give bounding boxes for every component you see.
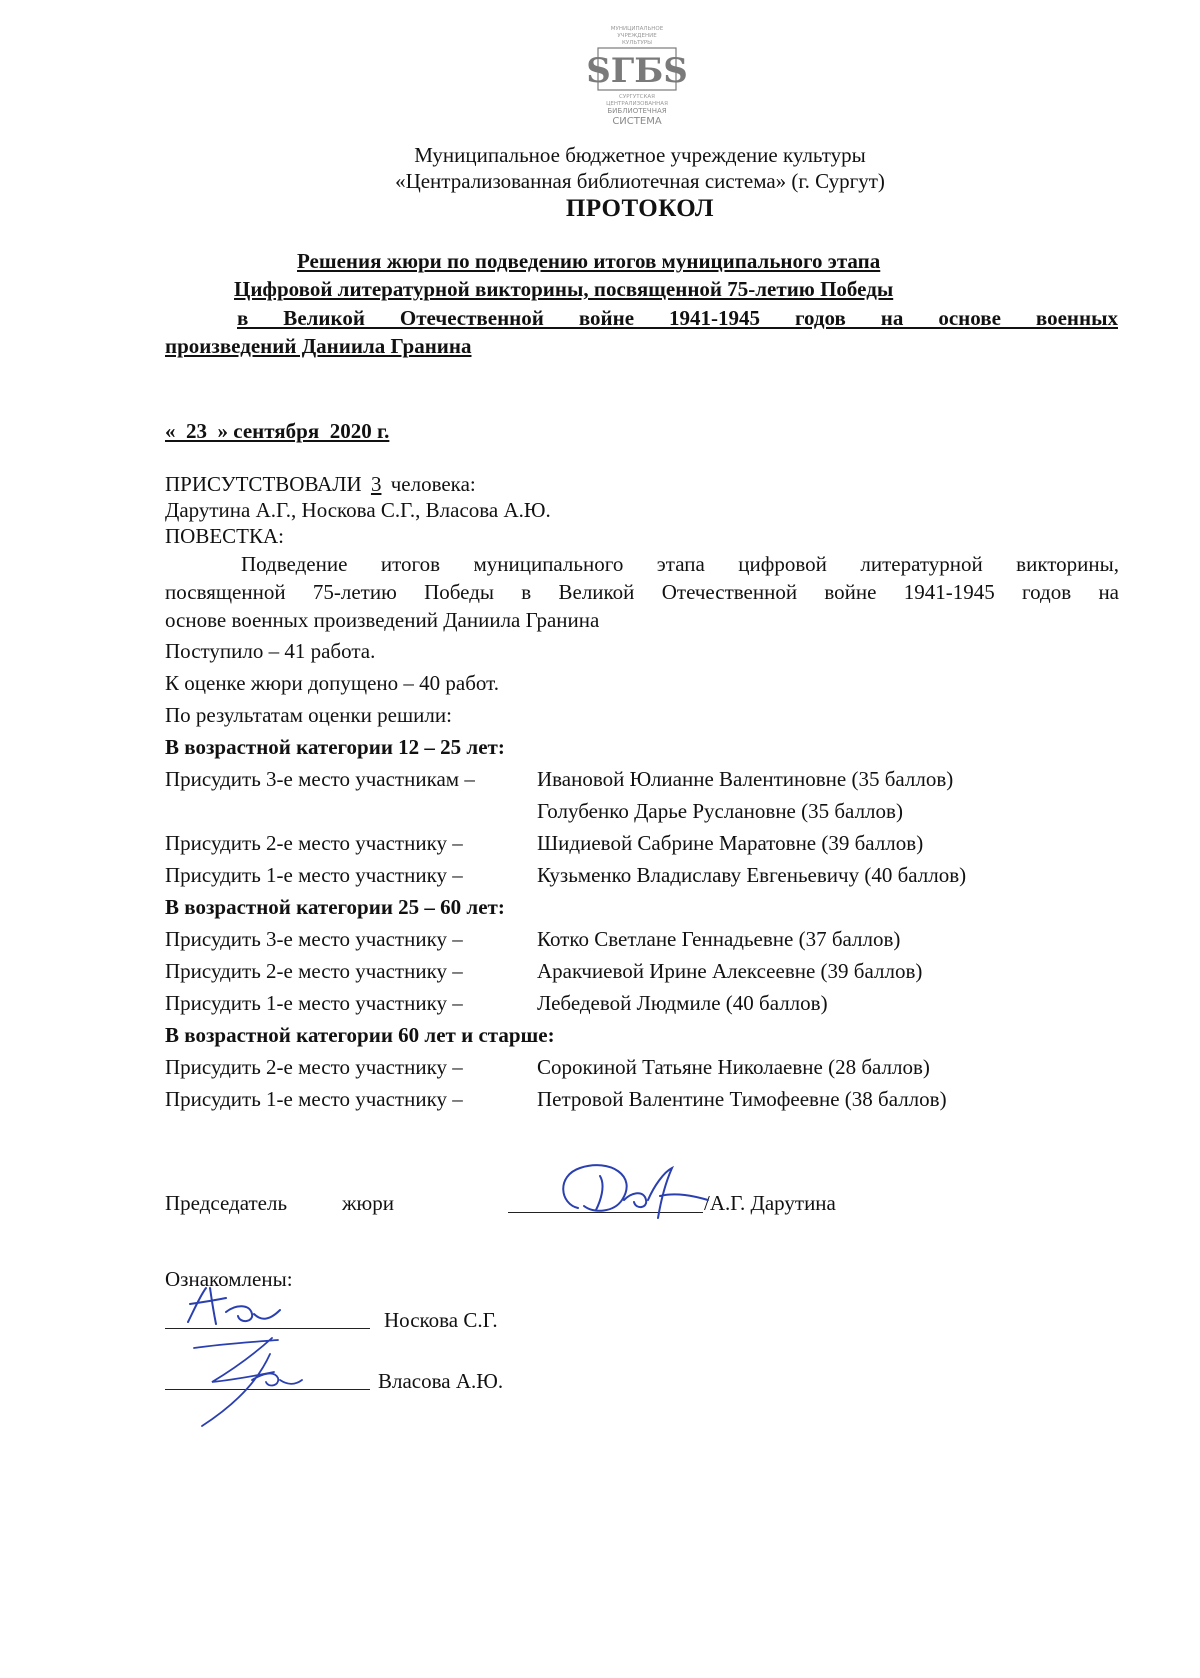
logo-bottom-text-3: БИБЛИОТЕЧНАЯ [607, 107, 667, 115]
award-label: Присудить 1-е место участнику – [165, 863, 463, 887]
subject-line-1: Решения жюри по подведению итогов муниципального этапа [297, 249, 881, 273]
award-label: Присудить 1-е место участнику – [165, 991, 463, 1015]
award-label: Присудить 3-е место участнику – [165, 927, 463, 951]
member-1-signature-icon [180, 1282, 290, 1332]
award-winner: Аракчиевой Ирине Алексеевне (39 баллов) [537, 959, 923, 983]
received-count: Поступило – 41 работа. [165, 639, 376, 663]
award-winner: Котко Светлане Геннадьевне (37 баллов) [537, 927, 901, 951]
org-line-2: «Централизованная библиотечная система» (г. Сургут) [395, 169, 885, 193]
subject-line-3: в Великой Отечественной войне 1941-1945 годов на основе военных [237, 306, 1118, 330]
award-winner: Кузьменко Владиславу Евгеньевичу (40 баллов) [537, 863, 967, 887]
logo-top-text-2: УЧРЕЖДЕНИЕ [617, 33, 657, 39]
category-heading-60-plus: В возрастной категории 60 лет и старше: [165, 1023, 555, 1047]
logo-top-text-3: КУЛЬТУРЫ [621, 40, 653, 46]
category-heading-25-60: В возрастной категории 25 – 60 лет: [165, 895, 505, 919]
chair-signature-icon [540, 1156, 710, 1222]
member-2-signature-icon [182, 1330, 312, 1430]
agenda-text-line-2: посвященной 75-летию Победы в Великой Отечественной войне 1941-1945 годов на [165, 580, 1119, 604]
award-winner: Сорокиной Татьяне Николаевне (28 баллов) [537, 1055, 930, 1079]
logo-bottom-text-4: СИСТЕМА [612, 116, 662, 127]
member-2-name: Власова А.Ю. [378, 1369, 504, 1393]
logo-bottom-text-1: СУРГУТСКАЯ [619, 94, 655, 100]
chair-name: /А.Г. Дарутина [704, 1191, 836, 1215]
logo-monogram: SГБS [586, 51, 688, 91]
cbs-logo-icon [586, 24, 688, 128]
admitted-count: К оценке жюри допущено – 40 работ. [165, 671, 499, 695]
category-heading-12-25: В возрастной категории 12 – 25 лет: [165, 735, 505, 759]
agenda-label: ПОВЕСТКА: [165, 524, 285, 548]
org-line-1: Муниципальное бюджетное учреждение культуры [414, 143, 866, 167]
agenda-text-line-1: Подведение итогов муниципального этапа цифровой литературной викторины, [241, 552, 1119, 576]
chair-label: Председатель [165, 1191, 288, 1215]
award-winner: Лебедевой Людмиле (40 баллов) [537, 991, 828, 1015]
award-winner: Ивановой Юлианне Валентиновне (35 баллов) [537, 767, 954, 791]
document-title: ПРОТОКОЛ [565, 195, 715, 222]
award-label: Присудить 1-е место участнику – [165, 1087, 463, 1111]
agenda-text-line-3: основе военных произведений Даниила Гранина [165, 608, 600, 632]
subject-line-2: Цифровой литературной викторины, посвященной 75-летию Победы [234, 277, 894, 301]
award-label: Присудить 2-е место участнику – [165, 959, 463, 983]
decided-line: По результатам оценки решили: [165, 703, 452, 727]
award-winner: Голубенко Дарье Руслановне (35 баллов) [537, 799, 903, 823]
acquainted-label: Ознакомлены: [165, 1267, 293, 1291]
protocol-date: « 23 » сентября 2020 г. [165, 419, 390, 443]
attendance-count: 3 [370, 472, 382, 496]
subject-line-4: произведений Даниила Гранина [165, 334, 472, 358]
attendance-line [165, 472, 476, 497]
award-winner: Петровой Валентине Тимофеевне (38 баллов) [537, 1087, 947, 1111]
attendance-label: ПРИСУТСТВОВАЛИ [165, 472, 362, 496]
chair-label-jury: жюри [342, 1191, 394, 1215]
logo-top-text-1: МУНИЦИПАЛЬНОЕ [610, 26, 664, 32]
logo-bottom-text-2: ЦЕНТРАЛИЗОВАННАЯ [606, 101, 668, 107]
attendance-names: Дарутина А.Г., Носкова С.Г., Власова А.Ю. [165, 498, 551, 522]
award-label: Присудить 2-е место участнику – [165, 831, 463, 855]
award-label: Присудить 3-е место участникам – [165, 767, 475, 791]
attendance-unit: человека: [390, 472, 476, 496]
award-winner: Шидиевой Сабрине Маратовне (39 баллов) [537, 831, 924, 855]
member-1-name: Носкова С.Г. [384, 1308, 498, 1332]
award-label: Присудить 2-е место участнику – [165, 1055, 463, 1079]
organization-logo [586, 24, 688, 128]
